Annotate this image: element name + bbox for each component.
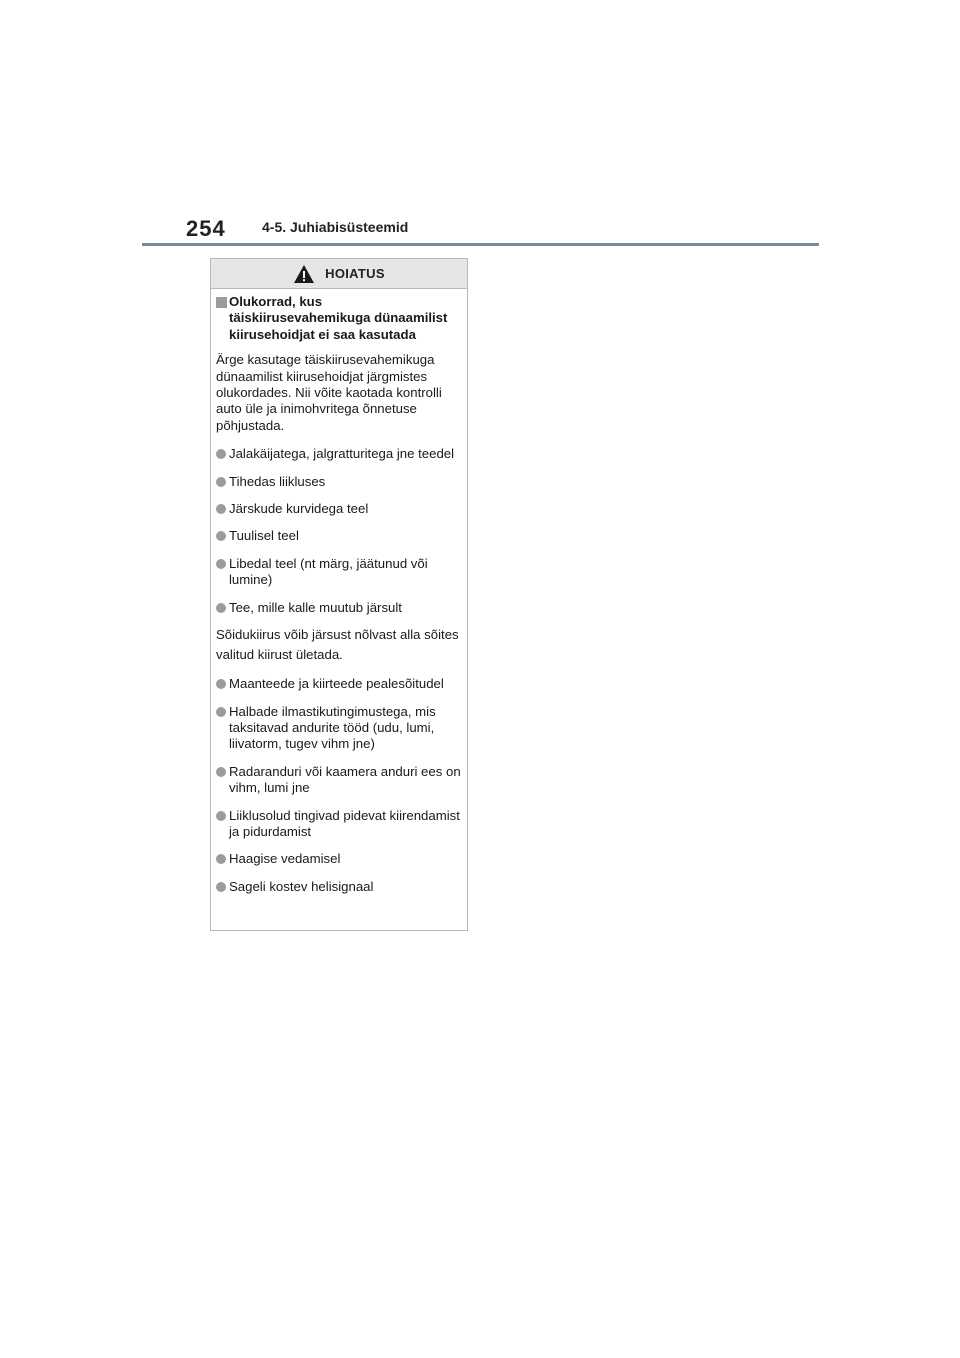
list-item (216, 446, 461, 462)
section-title: 4-5. Juhiabisüsteemid (262, 219, 409, 235)
warning-triangle-icon (293, 264, 315, 284)
square-bullet-icon (216, 297, 227, 308)
list-item-text: Tihedas liikluses (229, 473, 326, 489)
list-item (216, 764, 461, 797)
bullet-icon (216, 477, 226, 487)
bullet-icon (216, 707, 226, 717)
warning-subheading (216, 294, 461, 343)
warning-body (211, 289, 467, 895)
list-item-text: Tee, mille kalle muutub järsult (229, 599, 402, 615)
list-item (216, 879, 461, 895)
bullet-icon (216, 449, 226, 459)
warning-box (210, 258, 468, 931)
list-item-text: Haagise vedamisel (229, 851, 341, 867)
conditions-list (216, 446, 461, 616)
warning-subheading-text: Olukorrad, kus täiskiirusevahemikuga dünaamilist kiirusehoidjat ei saa kasutada (229, 294, 448, 342)
warning-label: HOIATUS (325, 266, 385, 281)
list-item-text: Halbade ilmastikutingimustega, mis taksitavad andurite tööd (udu, lumi, liivatorm, tugev vihm jne) (229, 703, 436, 752)
list-item (216, 474, 461, 490)
slope-note: Sõidukiirus võib järsust nõlvast alla sõites valitud kiirust ületada. (216, 627, 459, 663)
list-item (216, 676, 461, 692)
list-item-text: Tuulisel teel (229, 528, 299, 544)
warning-intro: Ärge kasutage täiskiirusevahemikuga dünaamilist kiirusehoidjat järgmistes olukordades. Nii võite kaotada kontrolli auto üle ja inimohvritega õnnetuse põhjustada. (216, 352, 442, 433)
bullet-icon (216, 854, 226, 864)
list-item-text: Järskude kurvidega teel (229, 501, 369, 517)
bullet-icon (216, 603, 226, 613)
bullet-icon (216, 559, 226, 569)
bullet-icon (216, 767, 226, 777)
list-item-text: Libedal teel (nt märg, jäätunud või lumine) (229, 555, 428, 588)
list-item-text: Jalakäijatega, jalgratturitega jne teedel (229, 446, 455, 462)
list-item-text: Maanteede ja kiirteede pealesõitudel (229, 676, 444, 692)
bullet-icon (216, 811, 226, 821)
bullet-icon (216, 882, 226, 892)
warning-header (211, 259, 467, 289)
list-item (216, 556, 461, 589)
bullet-icon (216, 504, 226, 514)
list-item (216, 808, 461, 841)
list-item (216, 501, 461, 517)
conditions-list-continued (216, 676, 461, 895)
page-number: 254 (186, 216, 226, 241)
list-item (216, 600, 461, 616)
list-item (216, 851, 461, 867)
list-item-text: Radaranduri või kaamera anduri ees on vihm, lumi jne (229, 763, 461, 796)
list-item-text: Sageli kostev helisignaal (229, 878, 374, 894)
bullet-icon (216, 531, 226, 541)
list-item-text: Liiklusolud tingivad pidevat kiirendamist ja pidurdamist (229, 807, 460, 839)
header-divider (142, 243, 819, 246)
list-item (216, 704, 461, 753)
list-item (216, 528, 461, 544)
bullet-icon (216, 679, 226, 689)
